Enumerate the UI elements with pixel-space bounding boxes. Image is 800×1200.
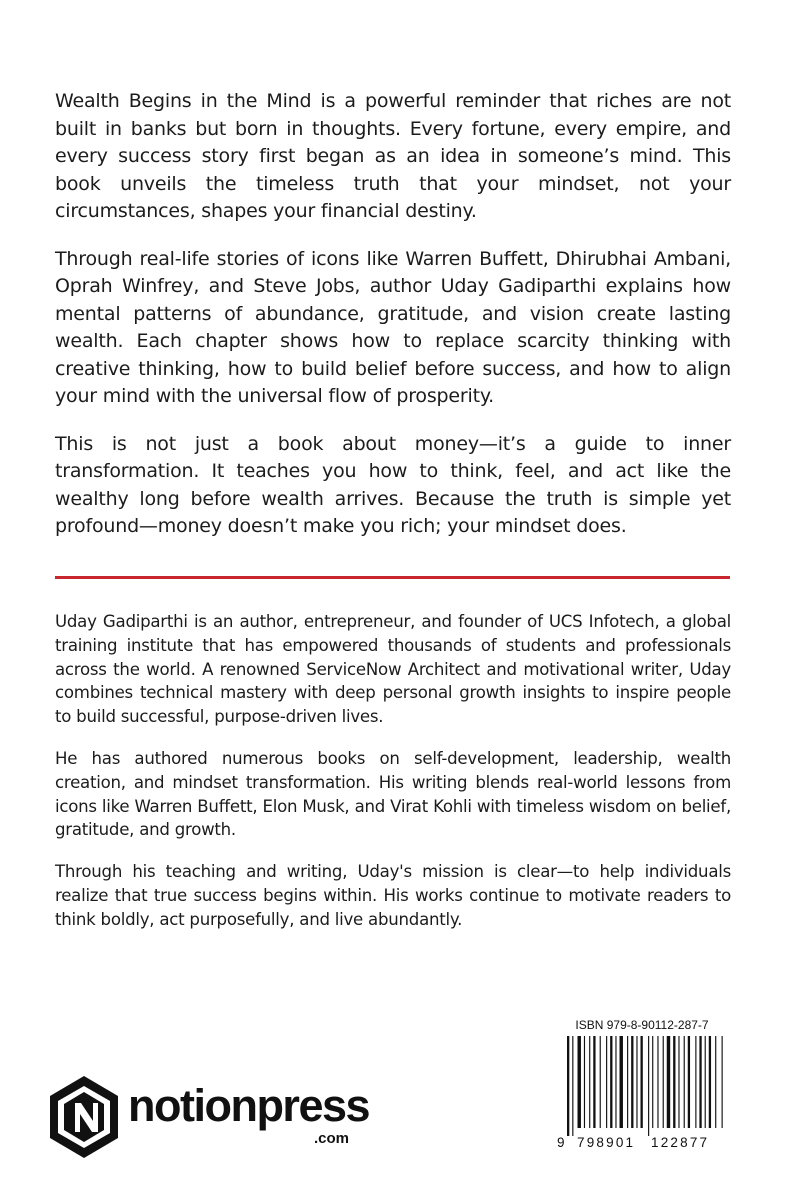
synopsis-paragraph: Wealth Begins in the Mind is a powerful reminder that riches are not built in banks but born in thoughts. Every fortune, every empire, and every success story first began as an idea in someone’s mind. This book unveils the timeless truth that your mindset, not your circumstances, shapes your financial destiny. (55, 90, 731, 222)
section-divider (55, 576, 730, 579)
barcode-bar (648, 1036, 649, 1136)
publisher-domain: .com (314, 1130, 350, 1147)
isbn-barcode (555, 1018, 729, 1155)
barcode-bar (709, 1036, 711, 1128)
bio-paragraph: He has authored numerous books on self-development, leadership, wealth creation, and mindset transformation. His writing blends real-world lessons from icons like Warren Buffett, Elon Musk, and Virat Kohli with timeless wisdom on belief, gratitude, and growth. (55, 748, 731, 840)
barcode-bar (615, 1036, 616, 1128)
barcode-bar (610, 1036, 612, 1128)
notionpress-n-icon (46, 1074, 122, 1160)
barcode-bar (667, 1036, 670, 1128)
barcode-bar (600, 1036, 601, 1128)
barcode-bar (715, 1036, 716, 1128)
barcode-digits-left: 798901 (577, 1135, 636, 1150)
barcode-digit-first: 9 (557, 1135, 565, 1150)
bio-paragraph: Through his teaching and writing, Uday's mission is clear—to help individuals realize that true success begins within. His works continue to motivate readers to think boldly, act purposefully, and live abundantly. (55, 862, 731, 929)
barcode-bar (620, 1036, 623, 1128)
barcode-bar (688, 1036, 690, 1128)
barcode-bar (673, 1036, 675, 1128)
barcode-bar (678, 1036, 679, 1128)
barcode-bar (572, 1036, 573, 1136)
barcode-bar (636, 1036, 637, 1128)
barcode-digits-right: 122877 (651, 1135, 710, 1150)
barcode-bar (657, 1036, 658, 1128)
author-bio (55, 610, 731, 950)
barcode-bar (631, 1036, 633, 1128)
barcode-bar (589, 1036, 590, 1128)
publisher-wordmark: notionpress (128, 1080, 370, 1131)
barcode-bar (663, 1036, 664, 1128)
barcode-bar (567, 1036, 569, 1136)
barcode-bar (593, 1036, 595, 1128)
publisher-logo (46, 1074, 370, 1164)
synopsis-paragraph: Through real-life stories of icons like Warren Buffett, Dhirubhai Ambani, Oprah Winfrey, and Steve Jobs, author Uday Gadiparthi explains how mental patterns of abundance, gratitude, and vision create lasting wealth. Each chapter shows how to replace scarcity thinking with creative thinking, how to build belief before success, and how to align your mind with the universal flow of prosperity. (55, 247, 731, 407)
barcode-bar (652, 1036, 653, 1128)
barcode-bar (578, 1036, 581, 1128)
barcode-bar (722, 1036, 723, 1128)
book-synopsis (55, 88, 731, 561)
barcode-bar (684, 1036, 685, 1128)
barcode-bar (584, 1036, 585, 1128)
synopsis-paragraph: This is not just a book about money—it’s a guide to inner transformation. It teaches you how to think, feel, and act like the wealthy long before wealth arrives. Because the truth is simple yet profound—money doesn’t make you rich; your mindset does. (55, 432, 731, 537)
barcode-bars (555, 1036, 729, 1136)
barcode-bar (606, 1036, 607, 1128)
barcode-bar (627, 1036, 628, 1128)
barcode-bar (699, 1036, 701, 1128)
barcode-bar (695, 1036, 696, 1128)
barcode-bar (705, 1036, 706, 1128)
bio-paragraph: Uday Gadiparthi is an author, entrepreneur, and founder of UCS Infotech, a global training institute that has empowered thousands of students and professionals across the world. A renowned ServiceNow Architect and motivational writer, Uday combines technical mastery with deep personal growth insights to inspire people to build successful, purpose-driven lives. (55, 612, 731, 727)
isbn-label: ISBN 979-8-90112-287-7 (575, 1018, 709, 1032)
barcode-bar (641, 1036, 643, 1128)
